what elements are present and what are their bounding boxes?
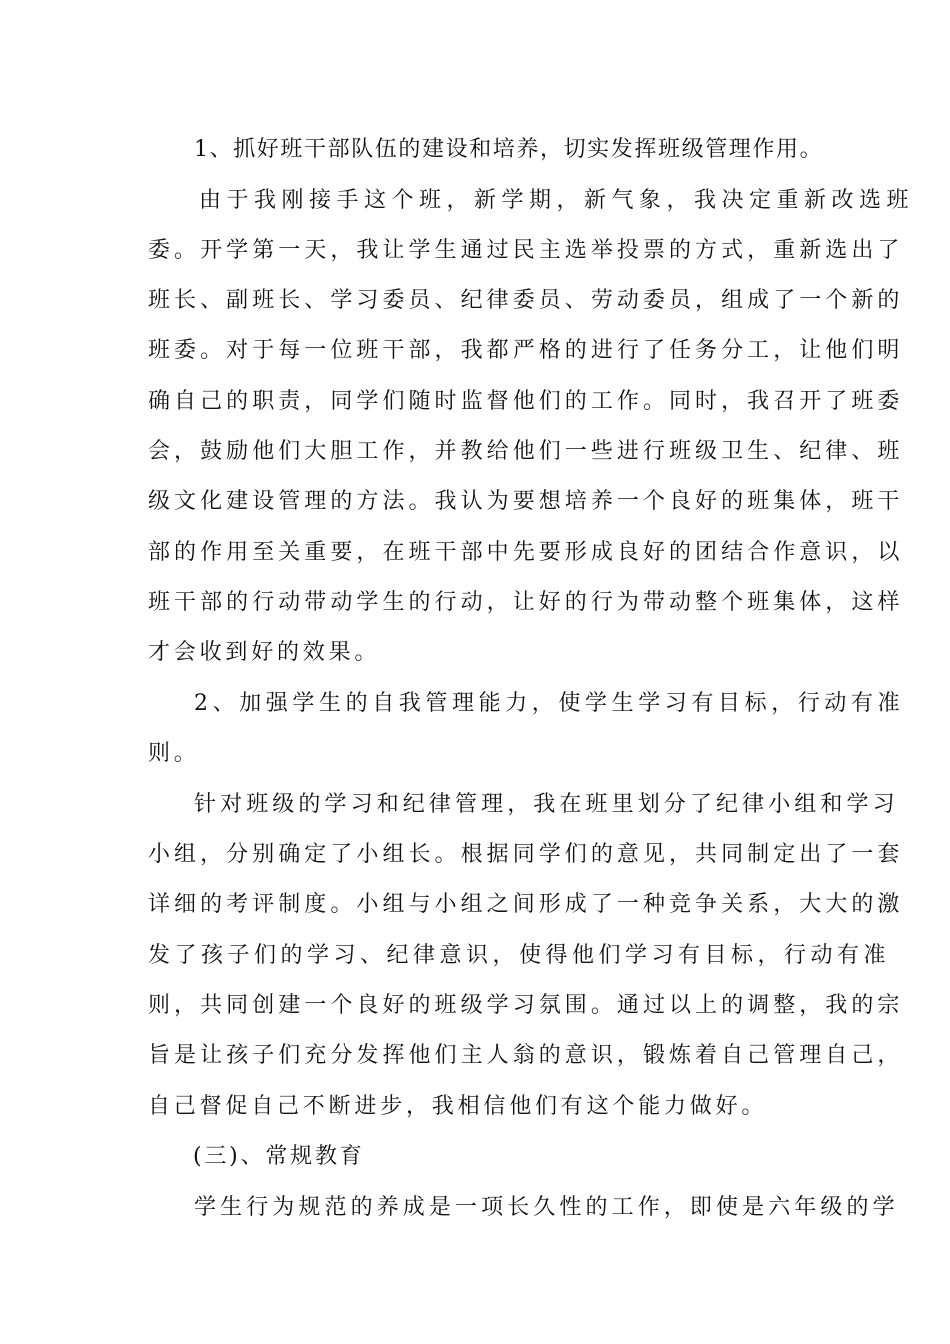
paragraph-line: 自己督促自己不断进步，我相信他们有这个能力做好。 [148, 1094, 768, 1119]
paragraph-line: 则。 [148, 741, 200, 766]
heading-1: 1、抓好班干部队伍的建设和培养，切实发挥班级管理作用。 [194, 137, 824, 162]
paragraph-line: 委。开学第一天，我让学生通过民主选举投票的方式，重新选出了 [148, 238, 904, 263]
paragraph-line: 详细的考评制度。小组与小组之间形成了一种竞争关系，大大的激 [148, 892, 904, 917]
paragraph-line: 旨是让孩子们充分发挥他们主人翁的意识，锻炼着自己管理自己， [148, 1043, 904, 1068]
paragraph-line: 则，共同创建一个良好的班级学习氛围。通过以上的调整，我的宗 [148, 993, 904, 1018]
paragraph-line: 学生行为规范的养成是一项长久性的工作，即使是六年级的学 [194, 1195, 899, 1220]
paragraph-line: 班长、副班长、学习委员、纪律委员、劳动委员，组成了一个新的 [148, 288, 904, 313]
paragraph-line: 级文化建设管理的方法。我认为要想培养一个良好的班集体，班干 [148, 489, 904, 514]
paragraph-line: 由于我刚接手这个班，新学期，新气象，我决定重新改选班 [199, 188, 915, 213]
paragraph-line: 部的作用至关重要，在班干部中先要形成良好的团结合作意识，以 [148, 540, 904, 565]
paragraph-line: 才会收到好的效果。 [148, 640, 381, 665]
paragraph-line: 会，鼓励他们大胆工作，并教给他们一些进行班级卫生、纪律、班 [148, 439, 904, 464]
paragraph-line: 确自己的职责，同学们随时监督他们的工作。同时，我召开了班委 [148, 389, 904, 414]
paragraph-line: 班委。对于每一位班干部，我都严格的进行了任务分工，让他们明 [148, 338, 904, 363]
heading-2: 2、加强学生的自我管理能力，使学生学习有目标，行动有准 [194, 691, 905, 716]
paragraph-line: 小组，分别确定了小组长。根据同学们的意见，共同制定出了一套 [148, 842, 904, 867]
paragraph-line: 发了孩子们的学习、纪律意识，使得他们学习有目标，行动有准 [148, 943, 891, 968]
section-heading: (三)、常规教育 [193, 1144, 365, 1169]
paragraph-line: 针对班级的学习和纪律管理，我在班里划分了纪律小组和学习 [194, 792, 899, 817]
paragraph-line: 班干部的行动带动学生的行动，让好的行为带动整个班集体，这样 [148, 590, 904, 615]
